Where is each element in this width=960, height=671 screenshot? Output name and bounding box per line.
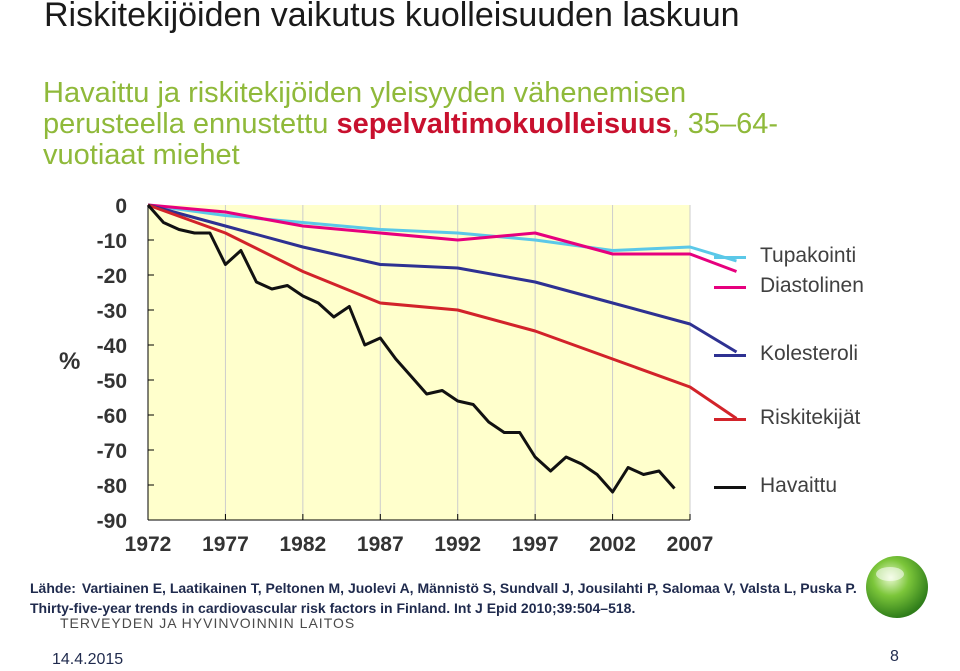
x-tick-label: 2007 (666, 533, 714, 556)
x-tick-label: 1987 (356, 533, 404, 556)
legend-label: Kolesteroli (760, 342, 859, 365)
page-number: 8 (890, 648, 899, 665)
subtitle-text: Havaittu ja riskitekijöiden yleisyyden vähenemisen perusteella ennustettu (43, 77, 687, 140)
x-tick-label: 2002 (589, 533, 636, 556)
organization-name: TERVEYDEN JA HYVINVOINNIN LAITOS (60, 615, 356, 631)
legend-label: Riskitekijät (760, 406, 861, 429)
source-label: Lähde: (30, 580, 76, 596)
legend-swatch (714, 286, 746, 289)
y-tick-label: -70 (96, 440, 127, 463)
y-axis-title: % (59, 348, 81, 375)
x-tick-label: 1977 (202, 533, 249, 556)
x-tick-label: 1972 (124, 533, 172, 556)
subtitle-highlight: sepelvaltimokuolleisuus (336, 108, 672, 140)
source-text: Vartiainen E, Laatikainen T, Peltonen M, Juolevi A, Männistö S, Sundvall J, Jousilahti P, Salomaa V, Valsta L, Puska P. Thirty-five-year trends in cardiovascular risk factors in Finland. Int J Epid 2010;39:504–518. (30, 580, 857, 616)
legend-label: Havaittu (760, 474, 838, 497)
legend-label: Diastolinen (760, 274, 864, 297)
y-tick-label: -20 (96, 265, 127, 288)
footer-date: 14.4.2015 (52, 651, 124, 668)
y-tick-label: 0 (115, 195, 127, 218)
x-tick-label: 1992 (434, 533, 482, 556)
x-tick-label: 1997 (511, 533, 559, 556)
y-tick-label: -80 (96, 475, 127, 498)
subtitle-text-end: , 35–64-vuotiaat miehet (43, 108, 779, 171)
legend-swatch (714, 354, 746, 357)
source-citation (30, 578, 870, 618)
y-tick-label: -60 (96, 405, 127, 428)
footer-bar (0, 645, 960, 671)
legend-label: Tupakointi (760, 244, 857, 267)
green-globe-logo (862, 552, 932, 622)
y-tick-label: -10 (96, 230, 127, 253)
y-tick-label: -30 (96, 300, 127, 323)
legend-swatch (714, 256, 746, 259)
y-tick-label: -40 (96, 335, 127, 358)
y-tick-label: -90 (96, 510, 127, 533)
y-tick-label: -50 (96, 370, 127, 393)
slide-title: Riskitekijöiden vaikutus kuolleisuuden laskuun (44, 0, 740, 34)
x-tick-label: 1982 (279, 533, 327, 556)
legend-swatch (714, 486, 746, 489)
legend-swatch (714, 418, 746, 421)
